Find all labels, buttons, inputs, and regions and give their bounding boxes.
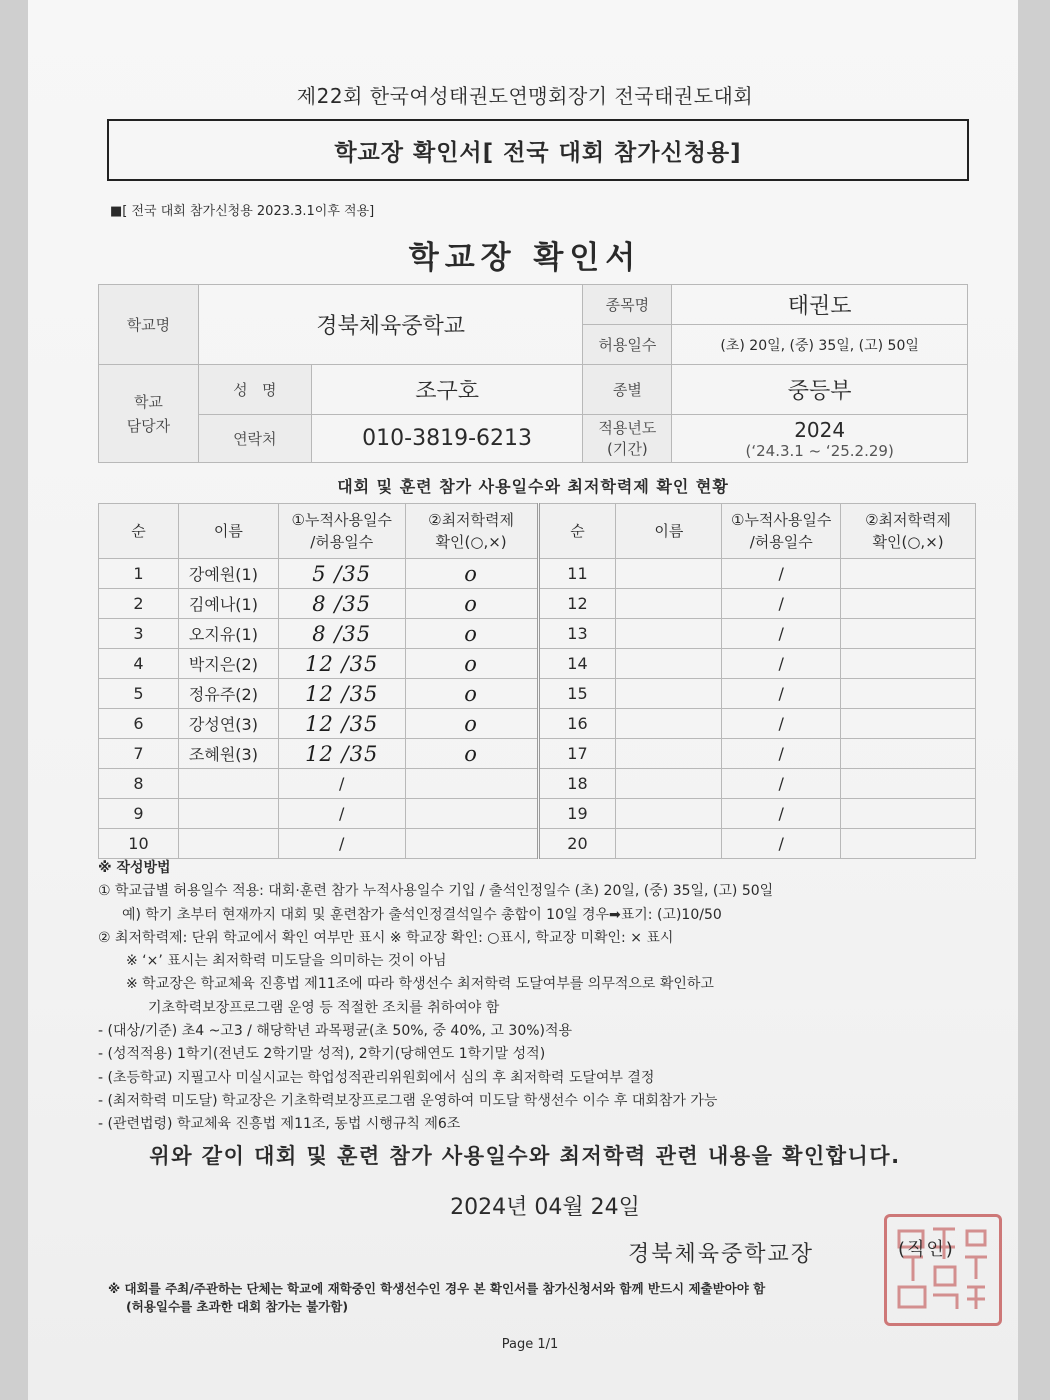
footnote [108, 1280, 765, 1316]
allowed-days-value: (초) 20일, (중) 35일, (고) 50일 [672, 325, 968, 365]
row-number: 8 [99, 769, 179, 799]
athlete-name [616, 619, 722, 649]
used-days: / [722, 739, 841, 769]
athlete-name [616, 679, 722, 709]
row-number: 2 [99, 589, 179, 619]
table-row [99, 709, 976, 739]
row-number: 14 [538, 649, 616, 679]
min-academic-check [841, 739, 976, 769]
min-academic-check: o [405, 559, 538, 589]
used-days: / [722, 769, 841, 799]
row-number: 5 [99, 679, 179, 709]
row-number: 19 [538, 799, 616, 829]
min-academic-check [405, 799, 538, 829]
roster-title: 대회 및 훈련 참가 사용일수와 최저학력제 확인 현황 [337, 477, 729, 496]
row-number: 7 [99, 739, 179, 769]
official-seal-icon [884, 1214, 1002, 1326]
school-info-table [98, 284, 968, 463]
athlete-name [616, 649, 722, 679]
footnote-line-2: (허용일수를 초과한 대회 참가는 불가함) [126, 1299, 349, 1314]
form-title-box [107, 119, 969, 181]
athlete-name: 조혜원(3) [178, 739, 278, 769]
page-number: Page 1/1 [501, 1337, 559, 1352]
min-academic-check [841, 709, 976, 739]
apply-year-cell [672, 415, 968, 463]
table-row [99, 619, 976, 649]
athlete-name [616, 589, 722, 619]
used-days: / [722, 709, 841, 739]
table-row [99, 559, 976, 589]
apply-year-value: 2024 [794, 417, 846, 442]
min-academic-check: o [405, 649, 538, 679]
detail-grades: - (성적적용) 1학기(전년도 2학기말 성적), 2학기(당해연도 1학기말 성적) [98, 1046, 546, 1063]
athlete-name [616, 829, 722, 859]
row-number: 17 [538, 739, 616, 769]
allowed-days-label: 허용일수 [583, 325, 672, 365]
row-number: 12 [538, 589, 616, 619]
used-days: 8 /35 [278, 589, 405, 619]
used-days: / [722, 649, 841, 679]
row-number: 3 [99, 619, 179, 649]
athlete-name [616, 799, 722, 829]
school-name-label: 학교명 [99, 285, 199, 365]
row-number: 20 [538, 829, 616, 859]
min-academic-check: o [405, 709, 538, 739]
athlete-name [178, 799, 278, 829]
athlete-name [616, 709, 722, 739]
used-days: 8 /35 [278, 619, 405, 649]
instruction-1-example: 예) 학기 초부터 현재까지 대회 및 훈련참가 출석인정결석일수 총합이 10일 경우➡표기: (고)10/50 [122, 906, 722, 923]
detail-law: - (관련법령) 학교체육 진흥법 제11조, 동법 시행규칙 제6조 [98, 1116, 461, 1133]
manager-name-label: 성 명 [198, 365, 311, 415]
min-academic-check [405, 769, 538, 799]
min-academic-check [841, 769, 976, 799]
row-number: 1 [99, 559, 179, 589]
min-academic-check: o [405, 589, 538, 619]
instructions-heading: ※ 작성방법 [98, 860, 171, 876]
used-days: 12 /35 [278, 709, 405, 739]
division-value: 중등부 [672, 365, 968, 415]
instruction-2-note-a: ※ ‘×’ 표시는 최저학력 미도달을 의미하는 것이 아님 [126, 953, 447, 970]
confirmation-statement: 위와 같이 대회 및 훈련 참가 사용일수와 최저학력 관련 내용을 확인합니다. [149, 1144, 901, 1168]
col-days-right: ①누적사용일수 /허용일수 [722, 504, 841, 559]
table-row [99, 829, 976, 859]
instruction-2-note-c: 기초학력보장프로그램 운영 등 적절한 조치를 취하여야 함 [148, 999, 500, 1016]
sport-label: 종목명 [583, 285, 672, 325]
min-academic-check [841, 619, 976, 649]
issue-date: 2024년 04월 24일 [450, 1195, 640, 1220]
min-academic-check: o [405, 679, 538, 709]
col-name-right: 이름 [616, 504, 722, 559]
form-title: 학교장 확인서[ 전국 대회 참가신청용] [334, 139, 742, 166]
event-title: 제22회 한국여성태권도연맹회장기 전국태권도대회 [296, 84, 754, 108]
school-name-value: 경북체육중학교 [198, 285, 583, 365]
document-title: 학교장 확인서 [408, 240, 642, 276]
used-days: / [722, 619, 841, 649]
row-number: 10 [99, 829, 179, 859]
instruction-1: ① 학교급별 허용일수 적용: 대회·훈련 참가 누적사용일수 기입 / 출석인정일수 (초) 20일, (중) 35일, (고) 50일 [98, 883, 774, 900]
athlete-name: 김예나(1) [178, 589, 278, 619]
used-days: 12 /35 [278, 649, 405, 679]
used-days: / [722, 679, 841, 709]
used-days: 5 /35 [278, 559, 405, 589]
manager-name-value: 조구호 [311, 365, 583, 415]
table-row [99, 739, 976, 769]
row-number: 16 [538, 709, 616, 739]
athlete-name: 박지은(2) [178, 649, 278, 679]
footnote-line-1: ※ 대회를 주최/주관하는 단체는 학교에 재학중인 학생선수인 경우 본 확인서를 참가신청서와 함께 반드시 제출받아야 함 [108, 1281, 766, 1296]
min-academic-check: o [405, 619, 538, 649]
min-academic-check [841, 799, 976, 829]
row-number: 11 [538, 559, 616, 589]
principal-name: 경북체육중학교장 [628, 1242, 815, 1267]
section-note: ■[ 전국 대회 참가신청용 2023.3.1이후 적용] [110, 204, 375, 219]
min-academic-check [841, 679, 976, 709]
roster-body [99, 559, 976, 859]
athlete-roster-table [98, 503, 976, 859]
athlete-name: 강예원(1) [178, 559, 278, 589]
detail-target: - (대상/기준) 초4 ~고3 / 해당학년 과목평균(초 50%, 중 40%, 고 30%)적용 [98, 1023, 573, 1040]
athlete-name: 정유주(2) [178, 679, 278, 709]
contact-label: 연락처 [198, 415, 311, 463]
col-no-left: 순 [99, 504, 179, 559]
contact-value: 010-3819-6213 [311, 415, 583, 463]
detail-elementary: - (초등학교) 지필고사 미실시교는 학업성적관리위원회에서 심의 후 최저학력 도달여부 결정 [98, 1069, 655, 1086]
athlete-name [178, 769, 278, 799]
sport-value: 태권도 [672, 285, 968, 325]
table-row [99, 799, 976, 829]
roster-header-row [99, 504, 976, 559]
row-number: 4 [99, 649, 179, 679]
min-academic-check: o [405, 739, 538, 769]
instruction-2-note-b: ※ 학교장은 학교체육 진흥법 제11조에 따라 학생선수 최저학력 도달여부를 의무적으로 확인하고 [126, 976, 714, 993]
min-academic-check [841, 649, 976, 679]
athlete-name [616, 739, 722, 769]
col-days-left: ①누적사용일수 /허용일수 [278, 504, 405, 559]
athlete-name [178, 829, 278, 859]
apply-year-label: 적용년도 (기간) [583, 415, 672, 463]
athlete-name [616, 769, 722, 799]
used-days: 12 /35 [278, 739, 405, 769]
row-number: 13 [538, 619, 616, 649]
table-row [99, 589, 976, 619]
used-days: / [278, 799, 405, 829]
used-days: 12 /35 [278, 679, 405, 709]
school-manager-label: 학교 담당자 [99, 365, 199, 463]
table-row [99, 649, 976, 679]
seal-mark [887, 1217, 999, 1323]
min-academic-check [841, 829, 976, 859]
col-name-left: 이름 [178, 504, 278, 559]
min-academic-check [841, 559, 976, 589]
used-days: / [722, 829, 841, 859]
division-label: 종별 [583, 365, 672, 415]
used-days: / [722, 589, 841, 619]
athlete-name: 오지유(1) [178, 619, 278, 649]
min-academic-check [841, 589, 976, 619]
used-days: / [722, 799, 841, 829]
athlete-name [616, 559, 722, 589]
instruction-2: ② 최저학력제: 단위 학교에서 확인 여부만 표시 ※ 학교장 확인: ○표시, 학교장 미확인: × 표시 [98, 929, 674, 946]
row-number: 9 [99, 799, 179, 829]
apply-period-value: (‘24.3.1 ~ ‘25.2.29) [745, 441, 894, 460]
athlete-name: 강성연(3) [178, 709, 278, 739]
used-days: / [722, 559, 841, 589]
instructions [98, 857, 978, 1137]
used-days: / [278, 769, 405, 799]
used-days: / [278, 829, 405, 859]
col-check-right: ②최저학력제 확인(○,×) [841, 504, 976, 559]
row-number: 18 [538, 769, 616, 799]
seal-label: (직인) [898, 1239, 955, 1260]
min-academic-check [405, 829, 538, 859]
col-check-left: ②최저학력제 확인(○,×) [405, 504, 538, 559]
col-no-right: 순 [538, 504, 616, 559]
row-number: 15 [538, 679, 616, 709]
table-row [99, 769, 976, 799]
detail-not-reached: - (최저학력 미도달) 학교장은 기초학력보장프로그램 운영하여 미도달 학생선수 이수 후 대회참가 가능 [98, 1092, 718, 1109]
row-number: 6 [99, 709, 179, 739]
table-row [99, 679, 976, 709]
